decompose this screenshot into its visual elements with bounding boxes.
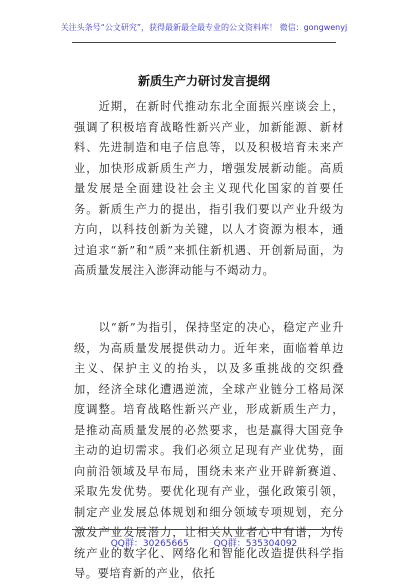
header-divider [72, 42, 336, 43]
footer-divider [72, 529, 336, 530]
footer-qq-right: QQ群：535304092 [213, 539, 298, 549]
footer-note [0, 536, 408, 549]
paragraph-text: 近期，在新时代推动东北全面振兴座谈会上，强调了积极培育战略性新兴产业，加新能源、新材料、先进制造和电子信息等，以及积极培育未来产业，加快形成新质生产力，增强发展新动能。高质量发展是全面建设社会主义现代化国家的首要任务。新质生产力的提出，指引我们要以产业升级为方向，以科技创新为关键，以人才资源为根本，通过追求“新”和“质”来抓住新机遇、开创新局面，为高质量发展注入澎湃动能与不竭动力。 [74, 100, 344, 277]
document-title: 新质生产力研讨发言提纲 [137, 74, 270, 88]
header-note: 关注头条号“公文研究”，获得最新最全最专业的公文资料库！ 微信：gongwenyj [60, 23, 348, 32]
paragraph-text: 以“新”为指引，保持坚定的决心，稳定产业升级，为高质量发展提供动力。近年来，面临着单边主义、保护主义的抬头，以及多重挑战的交织叠加，经济全球化遭遇逆流，全球产业链分工格局深度调整。培育战略性新兴产业，形成新质生产力，是推动高质量发展的必然要求，也是赢得大国竞争主动的迫切需求。我们必须立足现有产业优势，面向前沿领域及早布局，围绕未来产业开辟新赛道、采取先发优势。要优化现有产业，强化政策引领，制定产业发展总体规划和细分领域专项规划，充分激发产业发展潜力，让相关从业者心中有谱，为传统产业的数字化、网络化和智能化改造提供科学指导。要培育新的产业，依托 [74, 321, 344, 580]
body-paragraph-1 [74, 97, 344, 282]
footer-qq-left: QQ群：30265665 [110, 539, 189, 549]
